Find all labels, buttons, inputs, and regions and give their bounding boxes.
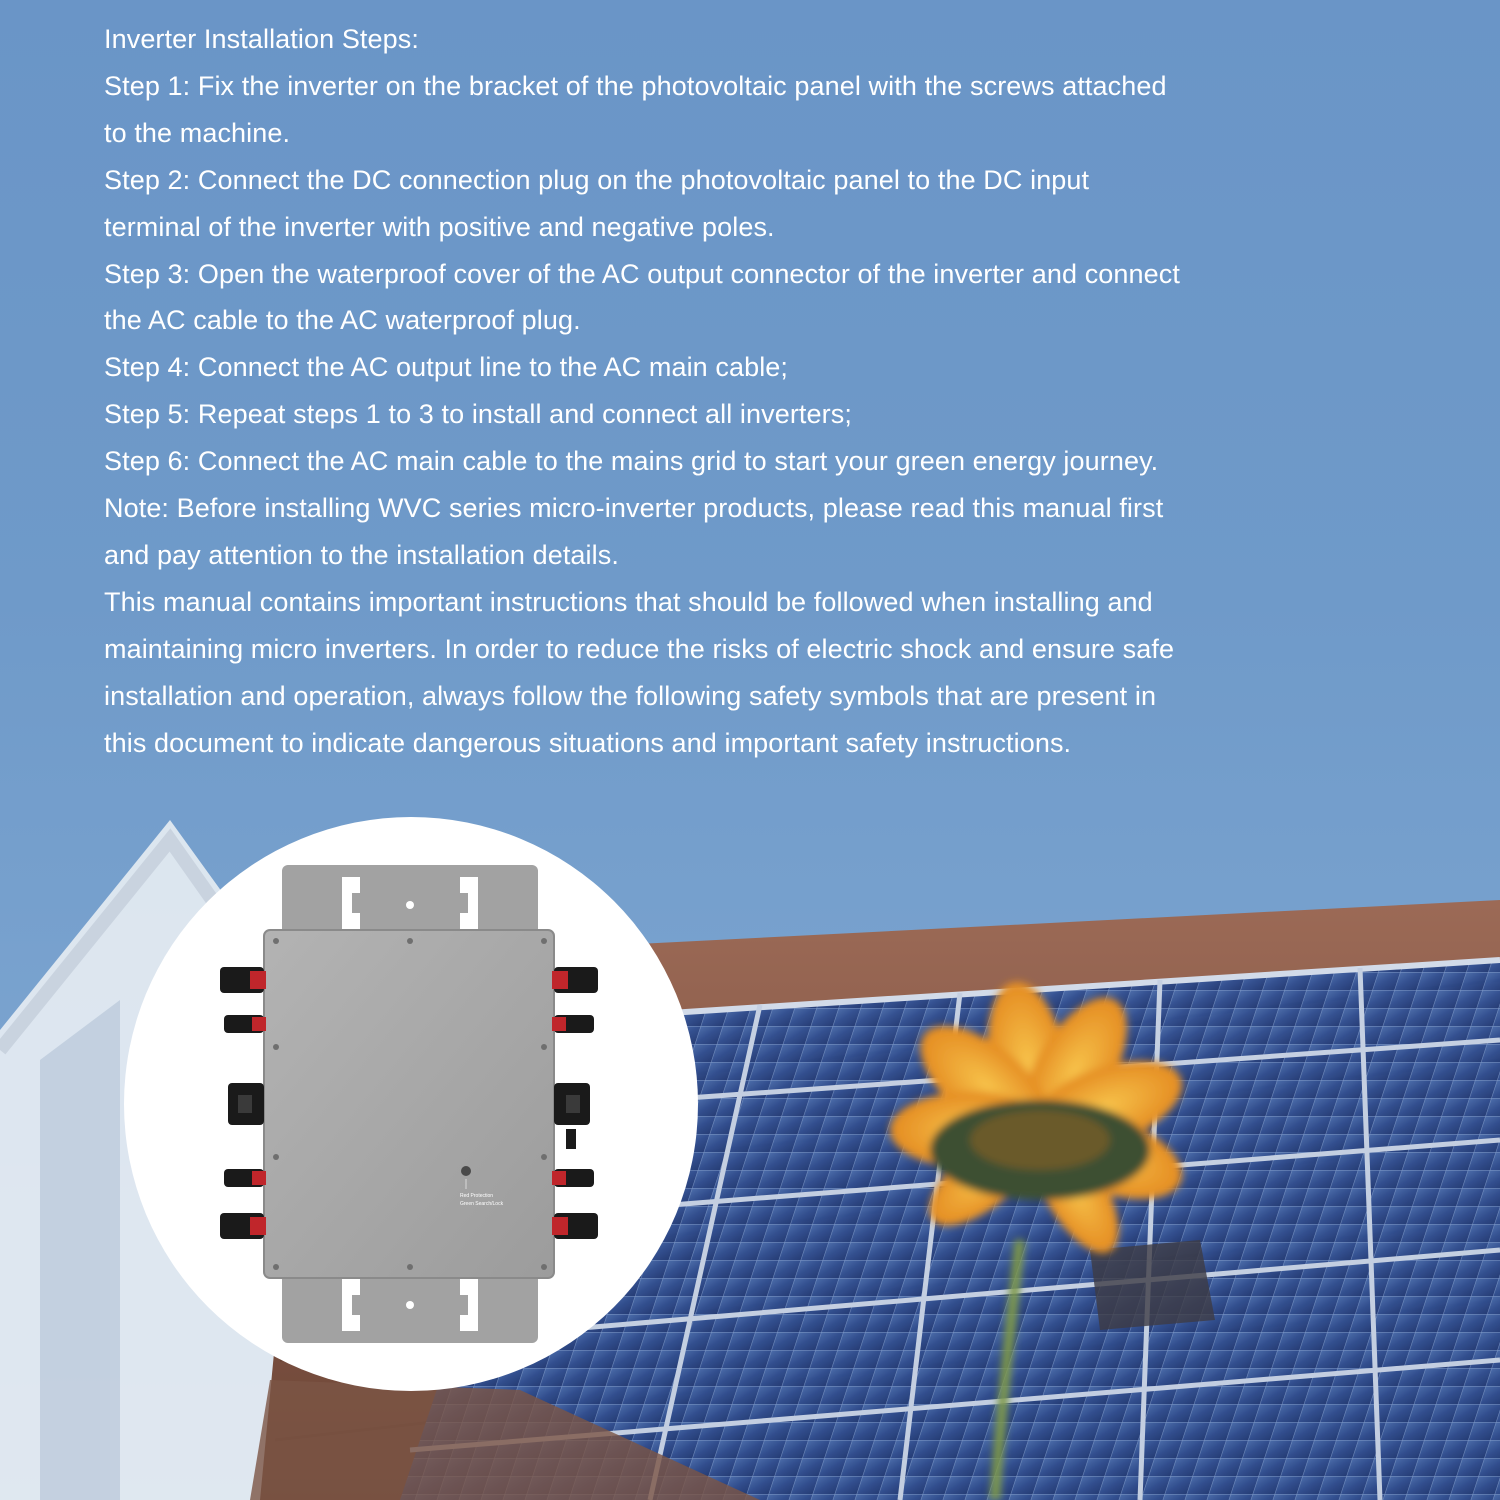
right-connectors	[552, 967, 598, 1239]
step-2-line-2: terminal of the inverter with positive and negative poles.	[104, 211, 775, 242]
micro-inverter-illustration	[124, 817, 698, 1391]
step-3-line-1: Step 3: Open the waterproof cover of the AC output connector of the inverter and connect	[104, 258, 1180, 289]
safety-line-3: installation and operation, always follow the following safety symbols that are present in	[104, 680, 1157, 711]
led-indicator	[461, 1166, 471, 1176]
left-connectors	[220, 967, 266, 1239]
step-2-line-1: Step 2: Connect the DC connection plug on the photovoltaic panel to the DC input	[104, 164, 1090, 195]
installation-instructions	[104, 16, 1324, 767]
step-3-line-2: the AC cable to the AC waterproof plug.	[104, 305, 581, 336]
safety-line-2: maintaining micro inverters. In order to reduce the risks of electric shock and ensure safe	[104, 633, 1175, 664]
left-house-shadow	[40, 1000, 120, 1500]
safety-line-1: This manual contains important instructions that should be followed when installing and	[104, 586, 1153, 617]
step-1-line-1: Step 1: Fix the inverter on the bracket of the photovoltaic panel with the screws attached	[104, 70, 1167, 101]
step-1-line-2: to the machine.	[104, 117, 291, 148]
step-5: Step 5: Repeat steps 1 to 3 to install and connect all inverters;	[104, 399, 852, 430]
note-line-2: and pay attention to the installation details.	[104, 539, 619, 570]
product-circle	[124, 817, 698, 1391]
safety-line-4: this document to indicate dangerous situations and important safety instructions.	[104, 727, 1072, 758]
step-4: Step 4: Connect the AC output line to the AC main cable;	[104, 352, 789, 383]
led-label-green: Green Search/Lock	[460, 1201, 504, 1207]
led-label-red: Red Protection	[460, 1193, 494, 1199]
step-6: Step 6: Connect the AC main cable to the mains grid to start your green energy journey.	[104, 446, 1159, 477]
inverter-body	[264, 930, 554, 1278]
note-line-1: Note: Before installing WVC series micro-inverter products, please read this manual first	[104, 493, 1164, 524]
instructions-title: Inverter Installation Steps:	[104, 24, 419, 54]
